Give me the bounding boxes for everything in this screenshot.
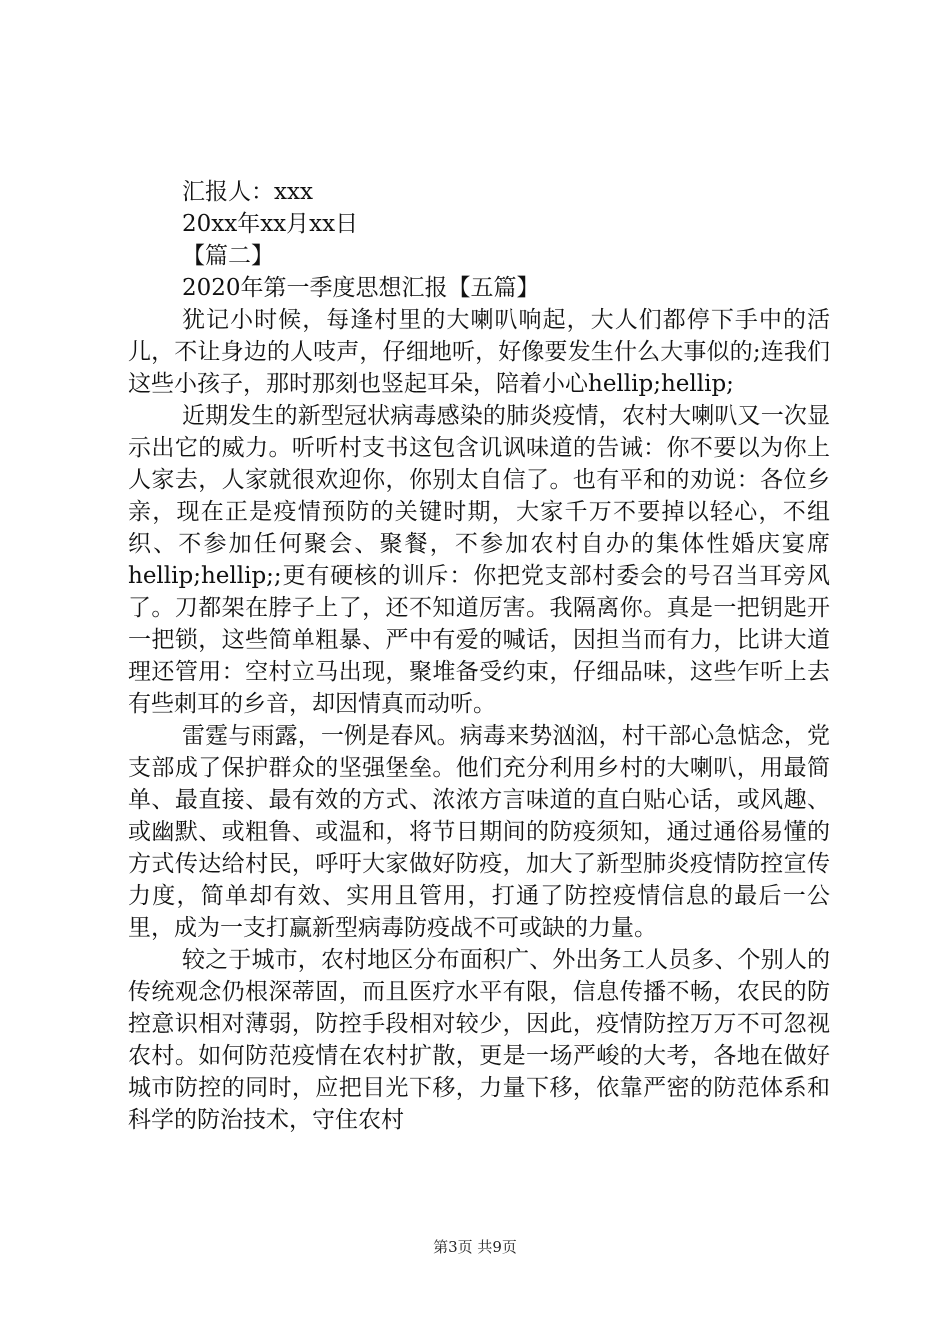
document-title: 2020年第一季度思想汇报【五篇】	[182, 275, 540, 301]
paragraph: 犹记小时候，每逢村里的大喇叭响起，大人们都停下手中的活儿，不让身边的人吱声，仔细地听，好像要发生什么大事似的;连我们这些小孩子，那时那刻也竖起耳朵，陪着小心hellip;hellip;	[128, 307, 830, 397]
reporter-line: 汇报人：xxx	[182, 179, 313, 205]
paragraph: 较之于城市，农村地区分布面积广、外出务工人员多、个别人的传统观念仍根深蒂固，而且医疗水平有限，信息传播不畅，农民的防控意识相对薄弱，防控手段相对较少，因此，疫情防控万万不可忽视农村。如何防范疫情在农村扩散，更是一场严峻的大考，各地在做好城市防控的同时，应把目光下移，力量下移，依靠严密的防范体系和科学的防治技术，守住农村	[128, 947, 830, 1133]
section-heading: 【篇二】	[182, 243, 274, 269]
date-line: 20xx年xx月xx日	[182, 211, 359, 237]
page-number: 第3页 共9页	[433, 1238, 517, 1256]
paragraph: 近期发生的新型冠状病毒感染的肺炎疫情，农村大喇叭又一次显示出它的威力。听听村支书这包含讥讽味道的告诫：你不要以为你上人家去，人家就很欢迎你，你别太自信了。也有平和的劝说：各位乡亲，现在正是疫情预防的关键时期，大家千万不要掉以轻心，不组织、不参加任何聚会、聚餐，不参加农村自办的集体性婚庆宴席hellip;hellip;;更有硬核的训斥：你把党支部村委会的号召当耳旁风了。刀都架在脖子上了，还不知道厉害。我隔离你。真是一把钥匙开一把锁，这些简单粗暴、严中有爱的喊话，因担当而有力，比讲大道理还管用：空村立马出现，聚堆备受约束，仔细品味，这些乍听上去有些刺耳的乡音，却因情真而动听。	[128, 403, 830, 717]
document-body	[128, 176, 830, 1136]
paragraph: 雷霆与雨露，一例是春风。病毒来势汹汹，村干部心急惦念，党支部成了保护群众的坚强堡垒。他们充分利用乡村的大喇叭，用最简单、最直接、最有效的方式、浓浓方言味道的直白贴心话，或风趣、或幽默、或粗鲁、或温和，将节日期间的防疫须知，通过通俗易懂的方式传达给村民，呼吁大家做好防疫，加大了新型肺炎疫情防控宣传力度，简单却有效、实用且管用，打通了防控疫情信息的最后一公里，成为一支打赢新型病毒防疫战不可或缺的力量。	[128, 723, 830, 941]
